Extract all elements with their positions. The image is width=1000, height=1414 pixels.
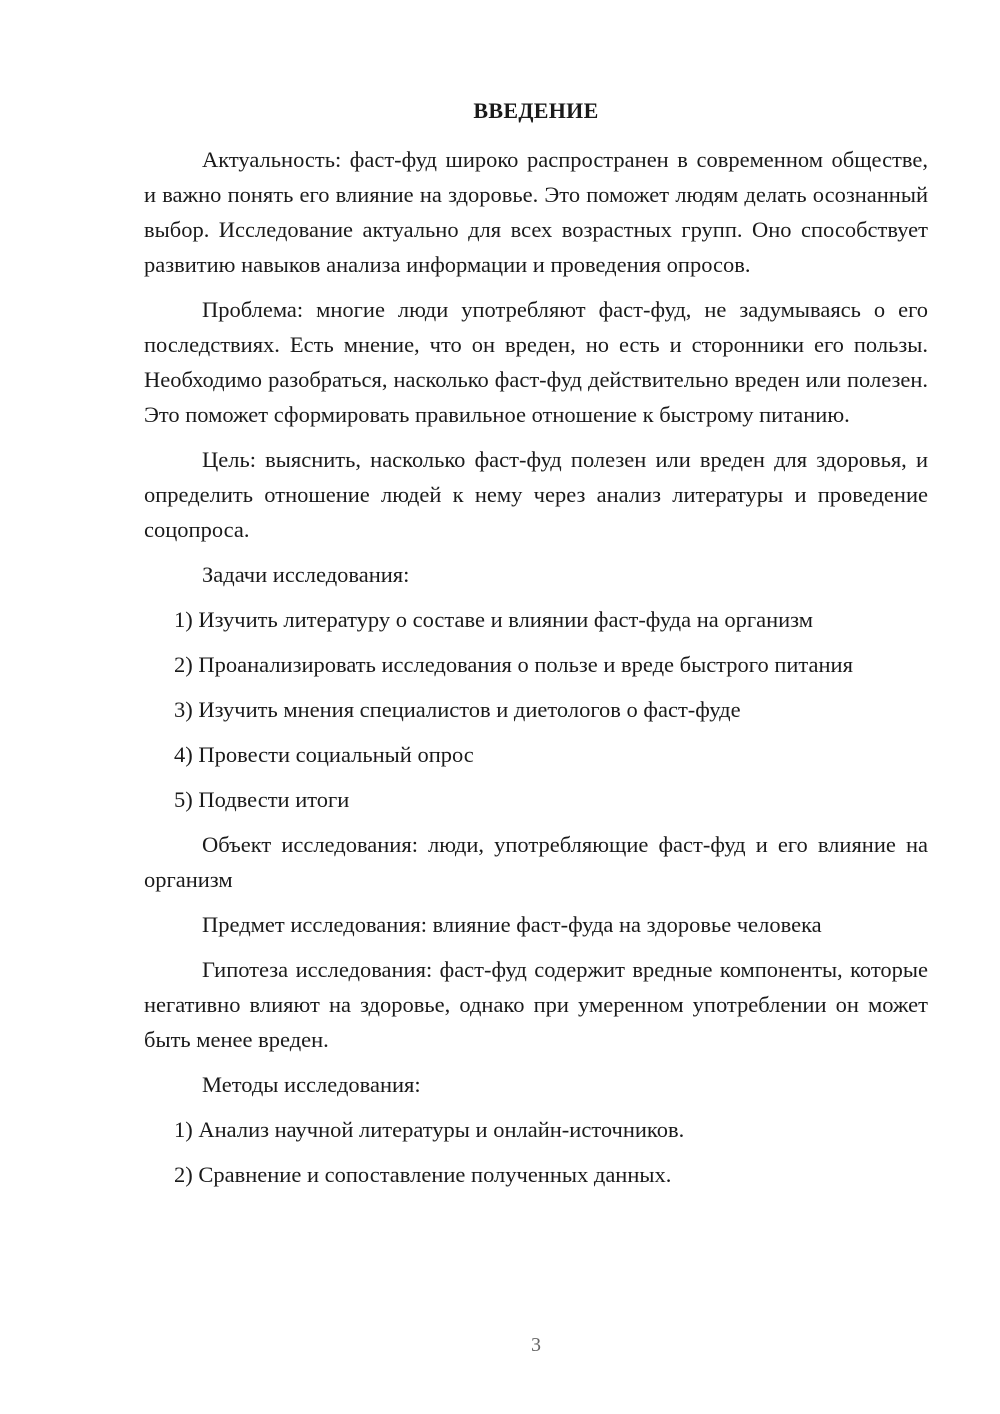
- document-page: [144, 96, 928, 1202]
- method-item-2: 2) Сравнение и сопоставление полученных данных.: [174, 1162, 672, 1187]
- method-item-1: 1) Анализ научной литературы и онлайн-источников.: [174, 1117, 685, 1142]
- hypothesis-paragraph: Гипотеза исследования: фаст-фуд содержит вредные компоненты, которые негативно влияют на здоровье, однако при умеренном употреблении он может быть менее вреден.: [144, 957, 928, 1052]
- problem-paragraph: Проблема: многие люди употребляют фаст-фуд, не задумываясь о его последствиях. Есть мнение, что он вреден, но есть и сторонники его пользы. Необходимо разобраться, насколько фаст-фуд действительно вреден или полезен. Это поможет сформировать правильное отношение к быстрому питанию.: [144, 297, 928, 427]
- task-item-3: 3) Изучить мнения специалистов и диетологов о фаст-фуде: [174, 697, 741, 722]
- task-item-2: 2) Проанализировать исследования о пользе и вреде быстрого питания: [174, 652, 853, 677]
- tasks-heading: Задачи исследования:: [202, 562, 410, 587]
- goal-paragraph: Цель: выяснить, насколько фаст-фуд полезен или вреден для здоровья, и определить отношение людей к нему через анализ литературы и проведение соцопроса.: [144, 447, 928, 542]
- section-title: ВВЕДЕНИЕ: [473, 98, 599, 123]
- relevance-paragraph: Актуальность: фаст-фуд широко распространен в современном обществе, и важно понять его влияние на здоровье. Это поможет людям делать осознанный выбор. Исследование актуально для всех возрастных групп. Оно способствует развитию навыков анализа информации и проведения опросов.: [144, 147, 928, 277]
- subject-paragraph: Предмет исследования: влияние фаст-фуда на здоровье человека: [202, 912, 822, 937]
- page-number: 3: [531, 1334, 541, 1356]
- methods-heading: Методы исследования:: [202, 1072, 421, 1097]
- task-item-5: 5) Подвести итоги: [174, 787, 350, 812]
- task-item-1: 1) Изучить литературу о составе и влиянии фаст-фуда на организм: [174, 607, 813, 632]
- task-item-4: 4) Провести социальный опрос: [174, 742, 474, 767]
- object-paragraph: Объект исследования: люди, употребляющие фаст-фуд и его влияние на организм: [144, 832, 928, 892]
